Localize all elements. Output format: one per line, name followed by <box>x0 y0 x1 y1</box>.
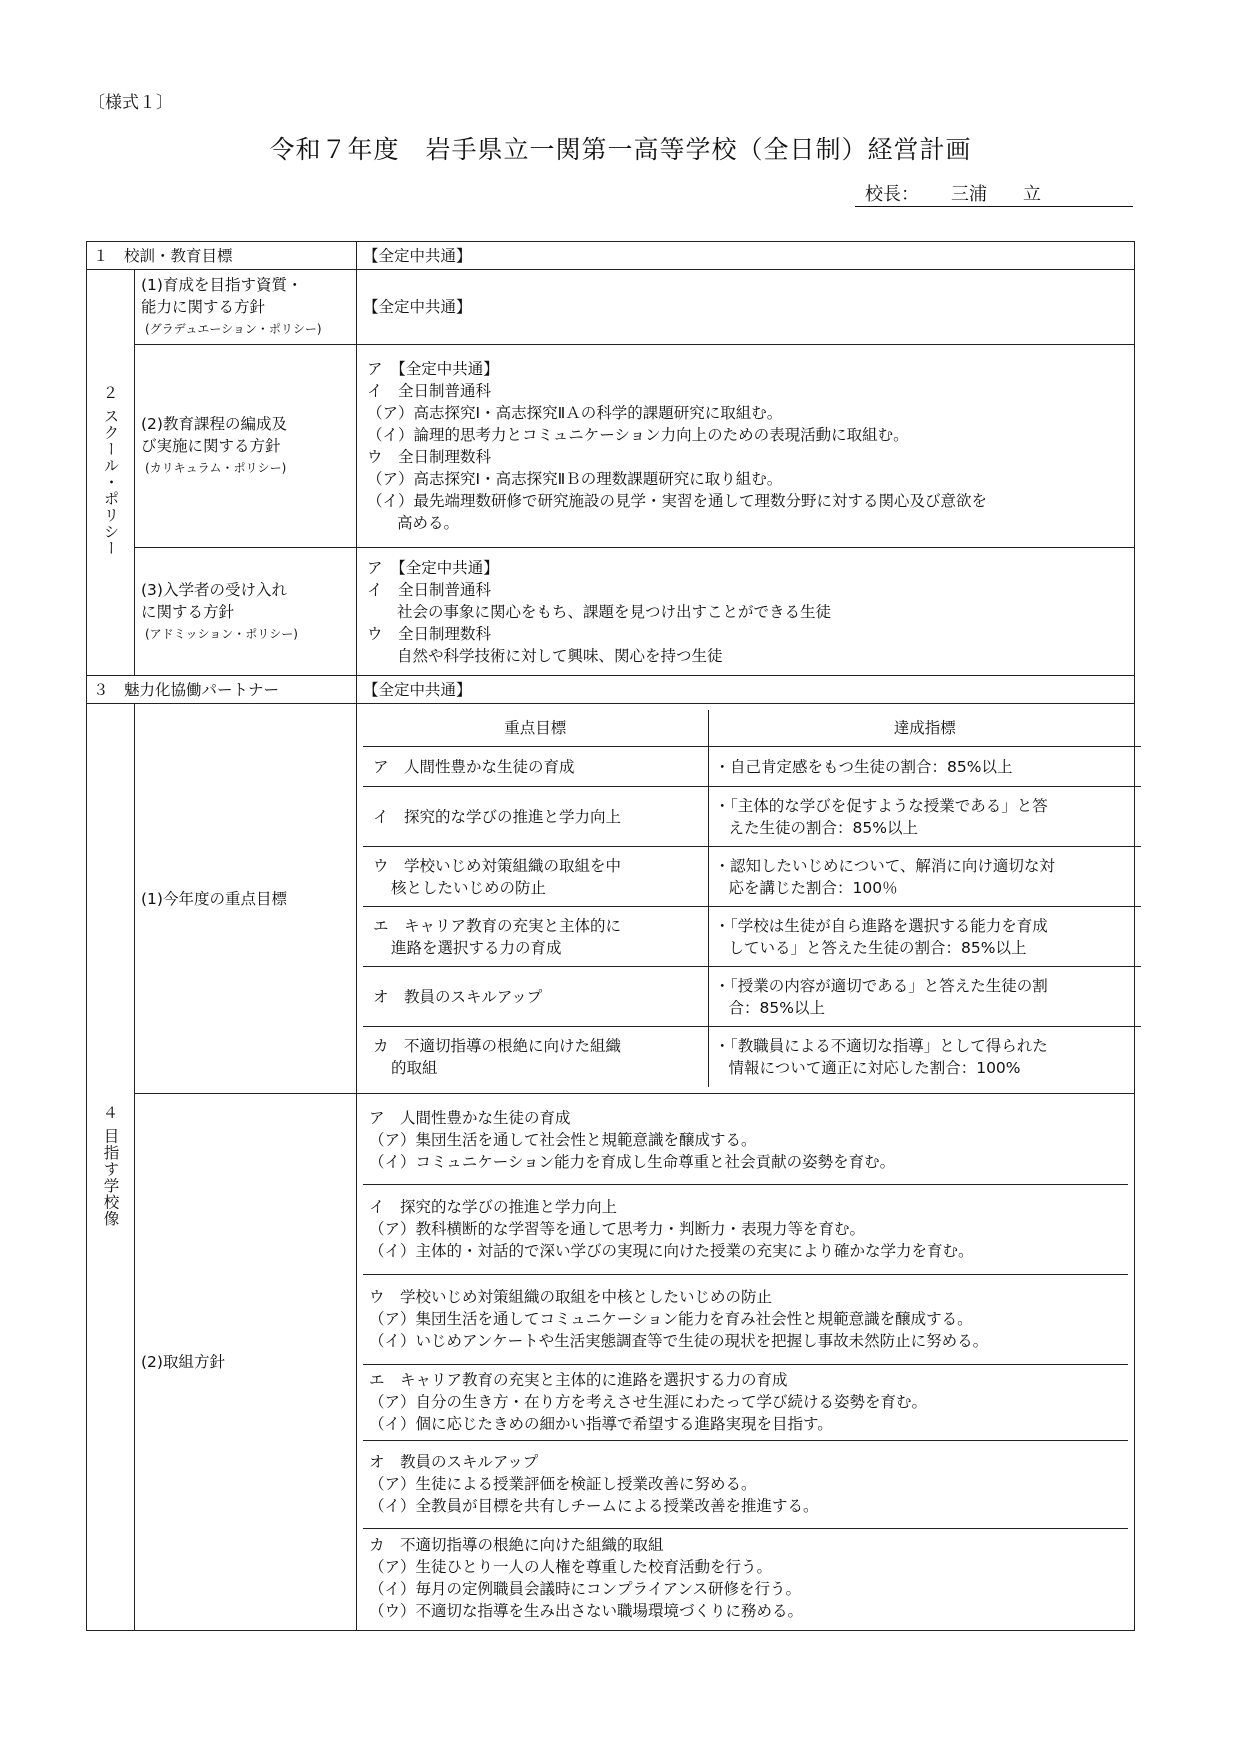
section2-row-3 <box>87 548 1135 676</box>
section1-content: 【全定中共通】 <box>357 242 1135 270</box>
indicator-cell <box>708 1027 1141 1087</box>
policy-row <box>363 1184 1128 1274</box>
policy-subtitle: (グラデュエーション・ポリシー) <box>145 322 322 336</box>
goal-text: 進路を選択する力の育成 <box>391 938 562 957</box>
policy-line: カ 不適切指導の根絶に向けた組織的取組 <box>369 1536 664 1555</box>
policy-row <box>363 1096 1128 1184</box>
indicator-text: ・自己肯定感をもつ生徒の割合：85%以上 <box>714 757 1013 776</box>
policy-line: ア 人間性豊かな生徒の育成 <box>369 1108 571 1127</box>
goals-header-row <box>363 710 1141 747</box>
policy-table <box>363 1096 1128 1628</box>
content-line: イ 全日制普通科 <box>367 580 492 599</box>
policy-heading-graduation <box>135 270 357 345</box>
col-indicator-header: 達成指標 <box>708 710 1141 747</box>
policy-line: （イ）コミュニケーション能力を育成し生命尊重と社会貢献の姿勢を育む。 <box>369 1152 896 1171</box>
goal-cell <box>363 747 708 787</box>
goal-text: イ 探究的な学びの推進と学力向上 <box>373 807 622 826</box>
policy-line: （ウ）不適切な指導を生み出さない職場環境づくりに務める。 <box>369 1602 804 1621</box>
col-goal-header: 重点目標 <box>363 710 708 747</box>
heading-line: (3)入学者の受け入れ <box>141 580 287 599</box>
policy-line: （イ）毎月の定例職員会議時にコンプライアンス研修を行う。 <box>369 1580 802 1599</box>
section4-goals-row <box>87 704 1135 1094</box>
policy-line: （ア）生徒による授業評価を検証し授業改善に努める。 <box>369 1475 757 1493</box>
goal-cell <box>363 1027 708 1087</box>
content-line: ウ 全日制理数科 <box>367 448 492 466</box>
indicator-cell <box>708 967 1141 1027</box>
policy-content-admission <box>357 548 1135 676</box>
section3-content: 【全定中共通】 <box>357 676 1135 704</box>
principal-signature <box>855 180 1133 207</box>
indicator-text: 情報について適正に対応した割合：100% <box>728 1059 1021 1077</box>
indicator-text: 合：85%以上 <box>728 998 825 1017</box>
section1-row <box>87 242 1135 270</box>
heading-line: に関する方針 <box>141 602 235 621</box>
policy-item <box>363 1528 1128 1628</box>
content-line: ア 【全定中共通】 <box>367 360 499 378</box>
policy-line: （イ）主体的・対話的で深い学びの実現に向けた授業の充実により確かな学力を育む。 <box>369 1242 974 1260</box>
indicator-text: ・認知したいじめについて、解消に向け適切な対 <box>714 856 1055 875</box>
content-line: 【全定中共通】 <box>363 298 472 316</box>
section4-label: 目指す学校像 <box>101 1127 120 1227</box>
policy-item <box>363 1364 1128 1440</box>
policy-subtitle: (カリキュラム・ポリシー) <box>145 461 287 475</box>
management-plan-table <box>86 241 1135 1631</box>
goal-cell <box>363 847 708 907</box>
policy-line: （イ）全教員が目標を共有しチームによる授業改善を推進する。 <box>369 1497 819 1515</box>
content-line: イ 全日制普通科 <box>367 382 492 400</box>
goals-heading: (1)今年度の重点目標 <box>135 704 357 1094</box>
goal-text: 的取組 <box>391 1059 438 1077</box>
indicator-text: ・「学校は生徒が自ら進路を選択する能力を育成 <box>714 916 1048 935</box>
policy-line: オ 教員のスキルアップ <box>369 1453 539 1471</box>
goal-row <box>363 1027 1141 1087</box>
section4-number: ４ <box>102 1103 119 1122</box>
content-line: （イ）最先端理数研修で研究施設の見学・実習を通して理数分野に対する関心及び意欲を <box>367 492 988 510</box>
section3-row <box>87 676 1135 704</box>
policy-line: ウ 学校いじめ対策組織の取組を中核としたいじめの防止 <box>369 1288 773 1306</box>
policy-row <box>363 1528 1128 1628</box>
goal-cell <box>363 967 708 1027</box>
goal-text: エ キャリア教育の充実と主体的に <box>373 916 622 935</box>
policy-line: イ 探究的な学びの推進と学力向上 <box>369 1198 618 1216</box>
content-line: 自然や科学技術に対して興味、関心を持つ生徒 <box>397 646 723 665</box>
policy-heading-admission <box>135 548 357 676</box>
policy-line: （イ）個に応じたきめの細かい指導で希望する進路実現を目指す。 <box>369 1415 833 1433</box>
section2-row-1 <box>87 270 1135 345</box>
content-line: ウ 全日制理数科 <box>367 624 492 643</box>
policy-line: エ キャリア教育の充実と主体的に進路を選択する力の育成 <box>369 1371 788 1389</box>
goals-cell <box>357 704 1135 1094</box>
policy-heading-curriculum <box>135 345 357 548</box>
indicator-cell <box>708 847 1141 907</box>
indicator-text: ・「授業の内容が適切である」と答えた生徒の割 <box>714 976 1048 995</box>
policy-row <box>363 1274 1128 1364</box>
form-label: 〔様式１〕 <box>88 93 173 113</box>
policy-content-curriculum <box>357 345 1135 548</box>
goal-text: ウ 学校いじめ対策組織の取組を中 <box>373 856 622 875</box>
goal-row <box>363 747 1141 787</box>
policy-content-graduation <box>357 270 1135 345</box>
heading-line: び実施に関する方針 <box>141 437 281 455</box>
goals-table <box>363 710 1141 1087</box>
goal-text: カ 不適切指導の根絶に向けた組織 <box>373 1037 622 1055</box>
goal-text: 核としたいじめの防止 <box>391 878 547 897</box>
policy-line: （イ）いじめアンケートや生活実態調査等で生徒の現状を把握し事故未然防止に努める。 <box>369 1332 989 1350</box>
goal-text: ア 人間性豊かな生徒の育成 <box>373 757 575 776</box>
policy-line: （ア）集団生活を通して社会性と規範意識を醸成する。 <box>369 1130 757 1149</box>
goal-row <box>363 787 1141 847</box>
principal-name: 三浦 立 <box>951 184 1041 205</box>
policy-cell <box>357 1094 1135 1631</box>
content-line: 社会の事象に関心をもち、課題を見つけ出すことができる生徒 <box>397 602 832 621</box>
goal-cell <box>363 787 708 847</box>
policy-item <box>363 1184 1128 1274</box>
goal-text: オ 教員のスキルアップ <box>373 987 543 1006</box>
policy-heading: (2)取組方針 <box>135 1094 357 1631</box>
indicator-text: ・「教職員による不適切な指導」として得られた <box>714 1037 1048 1055</box>
policy-item <box>363 1440 1128 1528</box>
content-line: （ア）高志探究Ⅰ・高志探究ⅡＡの科学的課題研究に取組む。 <box>367 404 783 422</box>
policy-line: （ア）自分の生き方・在り方を考えさせ生涯にわたって学び続ける姿勢を育む。 <box>369 1393 928 1411</box>
goal-cell <box>363 907 708 967</box>
section2-row-2 <box>87 345 1135 548</box>
indicator-text: 応を講じた割合：100％ <box>728 878 898 897</box>
policy-row <box>363 1364 1128 1440</box>
section4-policy-row <box>87 1094 1135 1631</box>
policy-line: （ア）集団生活を通してコミュニケーション能力を育み社会性と規範意識を醸成する。 <box>369 1310 973 1328</box>
indicator-cell <box>708 907 1141 967</box>
content-line: 高める。 <box>397 514 460 532</box>
principal-label: 校長： <box>865 184 919 205</box>
indicator-text: している」と答えた生徒の割合：85%以上 <box>728 938 1027 957</box>
goal-row <box>363 847 1141 907</box>
content-line: ア 【全定中共通】 <box>367 558 499 577</box>
policy-line: （ア）生徒ひとり一人の人権を尊重した校育活動を行う。 <box>369 1558 773 1577</box>
goal-row <box>363 967 1141 1027</box>
indicator-cell <box>708 747 1141 787</box>
page-title: 令和７年度 岩手県立一関第一高等学校（全日制）経営計画 <box>269 135 972 164</box>
policy-item <box>363 1274 1128 1364</box>
indicator-text: えた生徒の割合：85%以上 <box>728 818 918 837</box>
section2-label: スクール・ポリシー <box>101 408 120 557</box>
policy-subtitle: (アドミッション・ポリシー) <box>145 626 298 641</box>
policy-item <box>363 1096 1128 1184</box>
content-line: （イ）論理的思考力とコミュニケーション力向上のための表現活動に取組む。 <box>367 426 909 444</box>
section2-number: ２ <box>102 384 119 403</box>
content-line: （ア）高志探究Ⅰ・高志探究ⅡＢの理数課題研究に取り組む。 <box>367 470 783 488</box>
heading-line: 能力に関する方針 <box>141 298 266 316</box>
indicator-cell <box>708 787 1141 847</box>
section1-label: １ 校訓・教育目標 <box>87 242 357 270</box>
policy-row <box>363 1440 1128 1528</box>
heading-line: (1)育成を目指す資質・ <box>141 276 303 294</box>
goal-row <box>363 907 1141 967</box>
section3-label: ３ 魅力化協働パートナー <box>87 676 357 704</box>
section2-label-cell <box>87 270 135 676</box>
section4-label-cell <box>87 704 135 1631</box>
policy-line: （ア）教科横断的な学習等を通して思考力・判断力・表現力等を育む。 <box>369 1220 866 1238</box>
heading-line: (2)教育課程の編成及 <box>141 415 287 433</box>
indicator-text: ・「主体的な学びを促すような授業である」と答 <box>714 796 1048 815</box>
